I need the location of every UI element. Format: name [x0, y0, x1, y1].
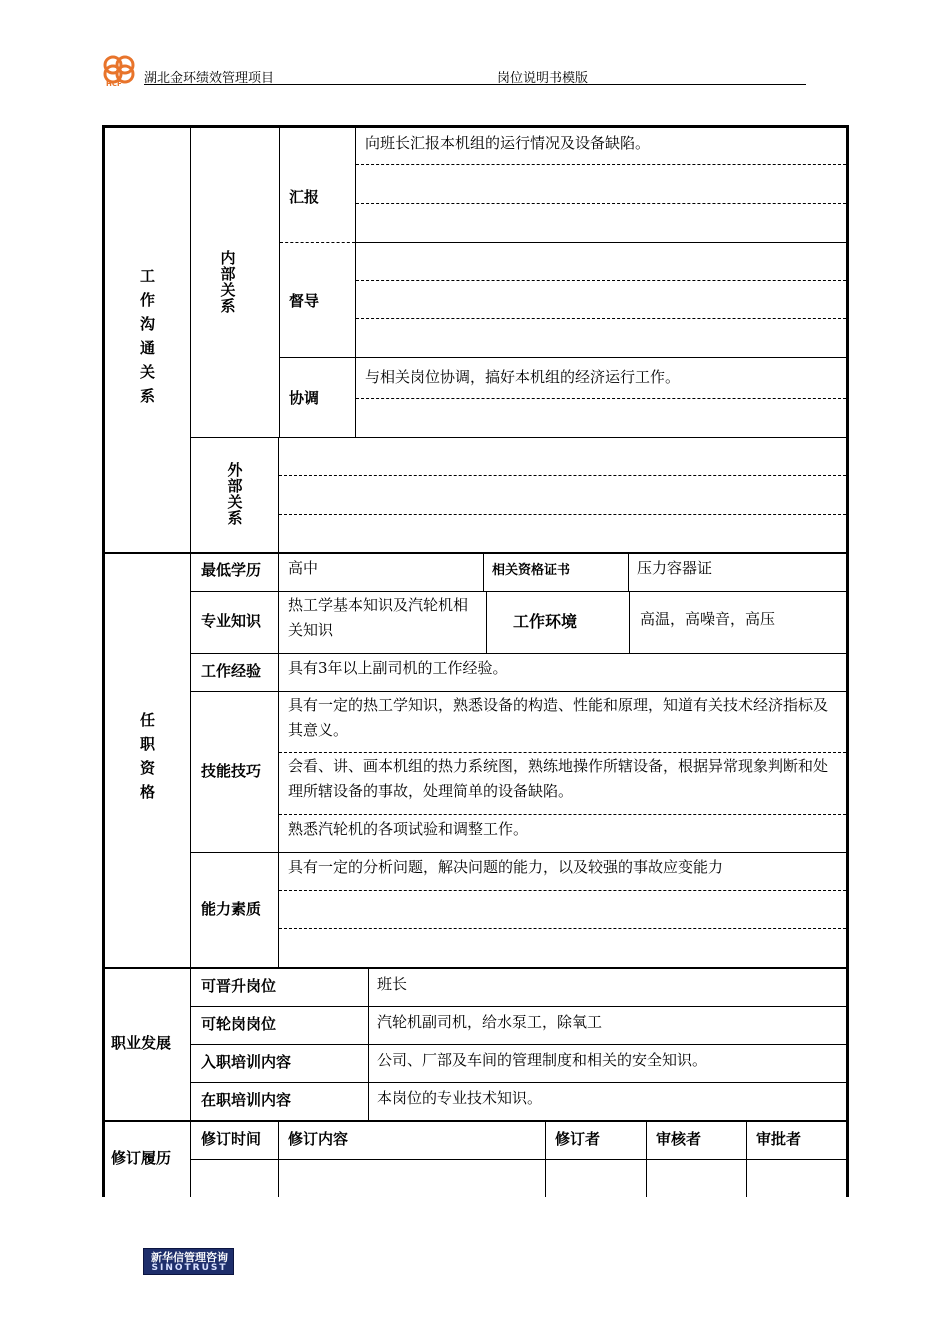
- experience-value: 具有3年以上副司机的工作经验。: [288, 659, 508, 677]
- skills-label: 技能技巧: [201, 761, 262, 780]
- onboarding-training-label: 入职培训内容: [201, 1052, 292, 1071]
- certificate-value: 压力容器证: [637, 559, 713, 577]
- report-area: [356, 128, 846, 242]
- rotation-label: 可轮岗岗位: [201, 1014, 277, 1033]
- knowledge-label: 专业知识: [201, 611, 262, 630]
- report-text: 向班长汇报本机组的运行情况及设备缺陷。: [365, 134, 651, 152]
- skill-item: 熟悉汽轮机的各项试验和调整工作。: [288, 820, 529, 838]
- revision-section-label: 修订履历: [111, 1148, 172, 1167]
- coordinate-text: 与相关岗位协调，搞好本机组的经济运行工作。: [365, 368, 681, 386]
- revision-header-content: 修订内容: [288, 1129, 349, 1148]
- ability-label: 能力素质: [201, 899, 262, 918]
- supervise-area: [356, 243, 846, 357]
- promotion-value: 班长: [377, 975, 408, 993]
- onjob-training-value: 本岗位的专业技术知识。: [377, 1089, 543, 1107]
- work-environment-label: 工作环境: [513, 611, 578, 631]
- internal-relation-label: 内部关系: [218, 250, 237, 314]
- coordinate-label: 协调: [289, 388, 320, 407]
- promotion-label: 可晋升岗位: [201, 976, 277, 995]
- certificate-label: 相关资格证书: [492, 562, 571, 578]
- onboarding-training-value: 公司、厂部及车间的管理制度和相关的安全知识。: [377, 1051, 708, 1069]
- work-environment-value: 高温，高噪音，高压: [640, 610, 776, 628]
- ability-value: 具有一定的分析问题，解决问题的能力，以及较强的事故应变能力: [288, 858, 724, 876]
- footer-brand-cn: 新华信管理咨询: [151, 1251, 228, 1264]
- revision-header-reviewer: 审核者: [656, 1129, 702, 1148]
- communication-section-label: 工作沟通关系: [138, 268, 156, 412]
- footer-brand-en: SINOTRUST: [151, 1263, 228, 1273]
- report-label: 汇报: [289, 187, 320, 206]
- onjob-training-label: 在职培训内容: [201, 1090, 292, 1109]
- external-relation-label: 外部关系: [225, 462, 244, 526]
- footer-brand-logo: [143, 1248, 234, 1275]
- logo-label: HCF: [106, 80, 122, 88]
- skills-area: [279, 692, 846, 852]
- revision-header-reviser: 修订者: [555, 1129, 601, 1148]
- education-value: 高中: [288, 559, 319, 577]
- revision-header-time: 修订时间: [201, 1129, 262, 1148]
- project-title: 湖北金环绩效管理项目: [144, 71, 275, 86]
- skill-item: 具有一定的热工学知识，熟悉设备的构造、性能和原理，知道有关技术经济指标及其意义。: [288, 696, 829, 739]
- coordinate-area: [356, 358, 846, 437]
- rotation-value: 汽轮机副司机，给水泵工，除氧工: [377, 1013, 603, 1031]
- ability-area: [279, 853, 846, 967]
- career-section-label: 职业发展: [111, 1033, 172, 1052]
- education-label: 最低学历: [201, 560, 262, 579]
- knowledge-value: 热工学基本知识及汽轮机相关知识: [288, 596, 469, 639]
- experience-label: 工作经验: [201, 661, 262, 680]
- external-area: [279, 438, 846, 552]
- qualification-section-label: 任职资格: [138, 712, 156, 808]
- document-type: 岗位说明书模版: [497, 71, 589, 86]
- skill-item: 会看、讲、画本机组的热力系统图，熟练地操作所辖设备，根据异常现象判断和处理所辖设备的事故，处理简单的设备缺陷。: [288, 757, 829, 800]
- supervise-label: 督导: [289, 291, 320, 310]
- revision-header-approver: 审批者: [756, 1129, 802, 1148]
